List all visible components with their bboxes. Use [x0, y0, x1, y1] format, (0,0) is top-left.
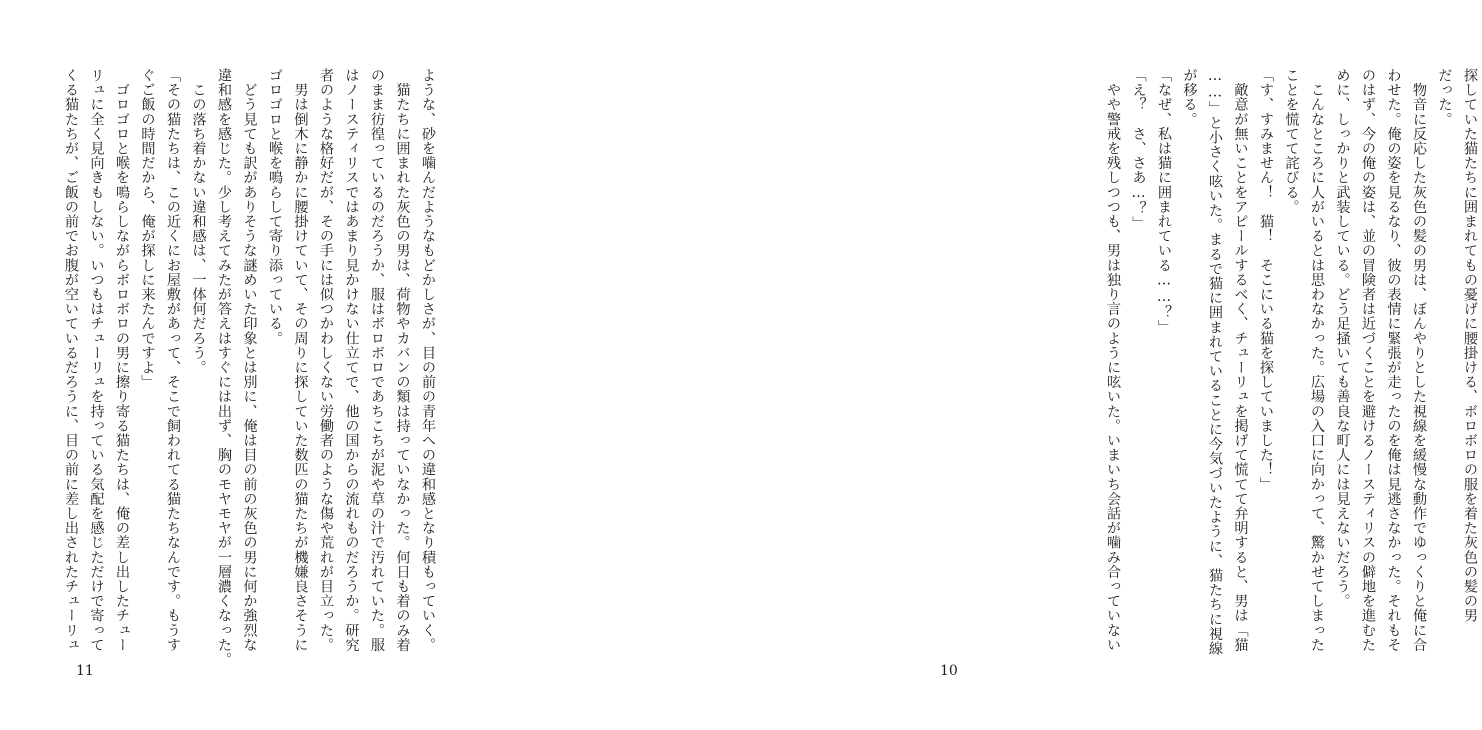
text-line: くる猫たちが、ご飯の前でお腹が空いているだろうに、目の前に差し出されたチューリュ [63, 68, 79, 652]
text-line: ……」と小さく呟いた。まるで猫に囲まれていることに今気づいたように、猫たちに視線 [1207, 68, 1223, 656]
text-line: 男は倒木に静かに腰掛けていて、その周りに探していた数匹の猫たちが機嫌良さそうに [292, 68, 309, 652]
text-line: ゴロゴロと喉を鳴らして寄り添っている。 [267, 68, 283, 346]
text-line: 猫たちに囲まれた灰色の男は、荷物やカバンの類は持っていなかった。何日も着のみ着 [394, 68, 411, 652]
page-number-right: 10 [940, 663, 958, 679]
text-line: ことを慌てて詫びる。 [1283, 68, 1300, 214]
text-line: ような、砂を噛んだようなもどかしさが、目の前の青年への違和感となり積もっていく。 [420, 68, 436, 652]
text-line: 敵意が無いことをアピールするべく、チューリュを掲げて慌てて弁明すると、男は「猫 [1232, 68, 1249, 652]
text-line: のまま彷徨っているのだろうか、服はボロボロであちこちが泥や草の汁で汚れていた。服 [369, 68, 385, 652]
text-line: 「え？ さ、さあ…？」 [1130, 68, 1147, 231]
page-left [0, 0, 512, 730]
text-line: はノースティリスではあまり見かけない仕立てで、他の国からの流れものだろうか。研究 [343, 68, 360, 652]
text-line: こんなところに人がいるとは思わなかった。広場の入口に向かって、驚かせてしまった [1309, 68, 1325, 652]
text-line: めに、しっかりと武装している。どう足掻いても善良な町人には見えないだろう。 [1334, 68, 1351, 609]
text-line: 者のような格好だが、その手には似つかわしくない労働者のような傷や荒れが目立った。 [318, 68, 334, 652]
text-line: この落ち着かない違和感は、一体何だろう。 [190, 68, 207, 375]
text-line: わせた。俺の姿を見るなり、彼の表情に緊張が走ったのを俺は見逃さなかった。それもそ [1385, 68, 1402, 652]
text-line: ぐご飯の時間だから、俺が探しに来たんですよ」 [139, 68, 156, 390]
text-line: 探していた猫たちに囲まれてもの憂げに腰掛ける、ボロボロの服を着た灰色の髪の男 [1462, 68, 1478, 623]
page-right [512, 0, 1478, 730]
text-line: だった。 [1436, 68, 1453, 127]
text-line: が移る。 [1181, 68, 1198, 127]
body-text-right [622, 68, 1482, 656]
body-text-left [60, 68, 440, 667]
text-line: やや警戒を残しつつも、男は独り言のように呟いた。いまいち会話が噛み合っていない [1105, 68, 1121, 652]
text-line: 「す、すみません！ 猫！ そこにいる猫を探していました！」 [1258, 68, 1274, 492]
page-number-left: 11 [76, 663, 94, 679]
text-line: 違和感を感じた。少し考えてみたが答えはすぐには出ず、胸のモヤモヤが一層濃くなった。 [216, 68, 232, 667]
text-line: 「なぜ、私は猫に囲まれている……？」 [1156, 68, 1172, 335]
text-line: ゴロゴロと喉を鳴らしながらボロボロの男に擦り寄る猫たちは、俺の差し出したチュー [114, 68, 130, 652]
text-line: リュに全く見向きもしない。いつもはチューリュを持っている気配を感じただけで寄って [88, 68, 105, 652]
text-line: 物音に反応した灰色の髪の男は、ぼんやりとした視線を緩慢な動作でゆっくりと俺に合 [1411, 68, 1427, 652]
text-line: どう見ても訳がありそうな謎めいた印象とは別に、俺は目の前の灰色の男に何か強烈な [241, 68, 258, 652]
text-line: 「その猫たちは、この近くにお屋敷があって、そこで飼われてる猫たちなんです。もうす [165, 68, 181, 652]
text-line: のはず、今の俺の姿は、並の冒険者は近づくことを避けるノースティリスの僻地を進むた [1360, 68, 1376, 652]
